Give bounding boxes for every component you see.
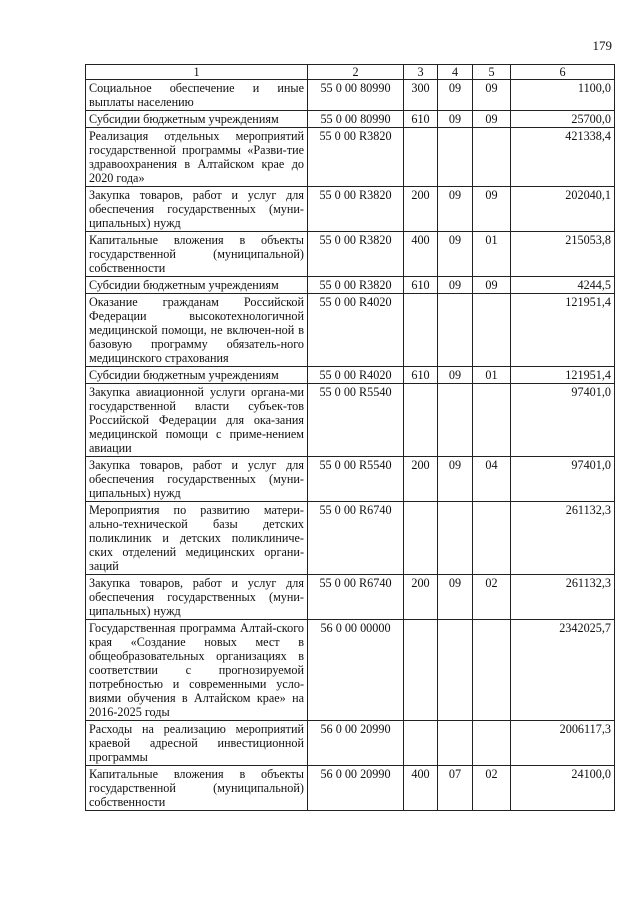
row-expense-type-cell bbox=[404, 502, 438, 575]
table-row bbox=[86, 80, 615, 111]
table-row bbox=[86, 721, 615, 766]
row-amount-cell: 261132,3 bbox=[511, 575, 615, 620]
row-subsection-cell: 01 bbox=[473, 232, 511, 277]
row-section-cell: 09 bbox=[438, 187, 473, 232]
row-expense-type-cell: 610 bbox=[404, 277, 438, 294]
row-amount-cell: 202040,1 bbox=[511, 187, 615, 232]
row-name-cell: Капитальные вложения в объекты государственной (муниципальной) собственности bbox=[86, 232, 308, 277]
table-row bbox=[86, 457, 615, 502]
row-section-cell bbox=[438, 502, 473, 575]
row-expense-type-cell bbox=[404, 721, 438, 766]
row-amount-cell: 25700,0 bbox=[511, 111, 615, 128]
table-row bbox=[86, 277, 615, 294]
row-section-cell: 09 bbox=[438, 575, 473, 620]
row-name-cell: Оказание гражданам Российской Федерации высокотехнологичной медицинской помощи, не включен-ной в базовую программу обязатель-ного медицинского страхования bbox=[86, 294, 308, 367]
row-expense-type-cell: 400 bbox=[404, 766, 438, 811]
row-code-cell: 55 0 00 R4020 bbox=[308, 367, 404, 384]
row-subsection-cell bbox=[473, 128, 511, 187]
row-amount-cell: 215053,8 bbox=[511, 232, 615, 277]
row-amount-cell: 2006117,3 bbox=[511, 721, 615, 766]
table-row bbox=[86, 384, 615, 457]
row-amount-cell: 421338,4 bbox=[511, 128, 615, 187]
row-amount-cell: 121951,4 bbox=[511, 367, 615, 384]
row-expense-type-cell: 610 bbox=[404, 367, 438, 384]
row-expense-type-cell: 200 bbox=[404, 187, 438, 232]
row-subsection-cell bbox=[473, 384, 511, 457]
row-code-cell: 55 0 00 R3820 bbox=[308, 187, 404, 232]
row-amount-cell: 261132,3 bbox=[511, 502, 615, 575]
table-row bbox=[86, 232, 615, 277]
row-code-cell: 55 0 00 R6740 bbox=[308, 502, 404, 575]
row-name-cell: Реализация отдельных мероприятий государственной программы «Разви-тие здравоохранения в Алтайском крае до 2020 года» bbox=[86, 128, 308, 187]
row-name-cell: Мероприятия по развитию матери-ально-технической базы детских поликлиник и детских поликлиниче-ских отделений медицинских органи-заций bbox=[86, 502, 308, 575]
page-number: 179 bbox=[592, 38, 612, 53]
row-amount-cell: 97401,0 bbox=[511, 457, 615, 502]
row-name-cell: Субсидии бюджетным учреждениям bbox=[86, 111, 308, 128]
row-section-cell: 09 bbox=[438, 367, 473, 384]
row-expense-type-cell: 610 bbox=[404, 111, 438, 128]
row-code-cell: 55 0 00 80990 bbox=[308, 111, 404, 128]
row-section-cell: 09 bbox=[438, 111, 473, 128]
row-code-cell: 55 0 00 R5540 bbox=[308, 384, 404, 457]
row-code-cell: 56 0 00 00000 bbox=[308, 620, 404, 721]
row-section-cell bbox=[438, 294, 473, 367]
row-section-cell: 09 bbox=[438, 457, 473, 502]
table-row bbox=[86, 294, 615, 367]
row-subsection-cell: 09 bbox=[473, 80, 511, 111]
row-expense-type-cell bbox=[404, 128, 438, 187]
row-subsection-cell: 09 bbox=[473, 111, 511, 128]
table-row bbox=[86, 575, 615, 620]
column-header: 5 bbox=[473, 65, 511, 80]
row-subsection-cell: 01 bbox=[473, 367, 511, 384]
row-code-cell: 55 0 00 R5540 bbox=[308, 457, 404, 502]
row-expense-type-cell bbox=[404, 384, 438, 457]
row-code-cell: 55 0 00 R3820 bbox=[308, 128, 404, 187]
row-code-cell: 55 0 00 R6740 bbox=[308, 575, 404, 620]
budget-table bbox=[85, 64, 615, 811]
row-subsection-cell: 09 bbox=[473, 187, 511, 232]
row-code-cell: 56 0 00 20990 bbox=[308, 766, 404, 811]
row-section-cell bbox=[438, 128, 473, 187]
row-code-cell: 55 0 00 R3820 bbox=[308, 232, 404, 277]
row-section-cell: 07 bbox=[438, 766, 473, 811]
row-name-cell: Субсидии бюджетным учреждениям bbox=[86, 277, 308, 294]
row-subsection-cell bbox=[473, 721, 511, 766]
row-name-cell: Социальное обеспечение и иные выплаты населению bbox=[86, 80, 308, 111]
row-expense-type-cell: 200 bbox=[404, 575, 438, 620]
row-name-cell: Государственная программа Алтай-ского края «Создание новых мест в общеобразовательных организациях в соответствии с прогнозируемой потребностью и современными усло-виями обучения в Алтайском крае» на 2016-2025 годы bbox=[86, 620, 308, 721]
table-row bbox=[86, 367, 615, 384]
table-row bbox=[86, 502, 615, 575]
row-subsection-cell: 02 bbox=[473, 575, 511, 620]
row-amount-cell: 24100,0 bbox=[511, 766, 615, 811]
row-name-cell: Капитальные вложения в объекты государственной (муниципальной) собственности bbox=[86, 766, 308, 811]
row-subsection-cell bbox=[473, 620, 511, 721]
table-header-row bbox=[86, 65, 615, 80]
row-subsection-cell: 02 bbox=[473, 766, 511, 811]
row-name-cell: Закупка товаров, работ и услуг для обеспечения государственных (муни-ципальных) нужд bbox=[86, 575, 308, 620]
row-name-cell: Субсидии бюджетным учреждениям bbox=[86, 367, 308, 384]
row-section-cell bbox=[438, 620, 473, 721]
table-row bbox=[86, 111, 615, 128]
row-expense-type-cell bbox=[404, 620, 438, 721]
row-subsection-cell bbox=[473, 502, 511, 575]
row-expense-type-cell: 300 bbox=[404, 80, 438, 111]
column-header: 2 bbox=[308, 65, 404, 80]
column-header: 3 bbox=[404, 65, 438, 80]
column-header: 1 bbox=[86, 65, 308, 80]
row-expense-type-cell: 400 bbox=[404, 232, 438, 277]
column-header: 4 bbox=[438, 65, 473, 80]
row-name-cell: Закупка товаров, работ и услуг для обеспечения государственных (муни-ципальных) нужд bbox=[86, 187, 308, 232]
row-section-cell bbox=[438, 384, 473, 457]
table-row bbox=[86, 620, 615, 721]
table-row bbox=[86, 128, 615, 187]
row-amount-cell: 2342025,7 bbox=[511, 620, 615, 721]
row-subsection-cell bbox=[473, 294, 511, 367]
row-code-cell: 55 0 00 R4020 bbox=[308, 294, 404, 367]
row-section-cell: 09 bbox=[438, 232, 473, 277]
row-name-cell: Расходы на реализацию мероприятий краевой адресной инвестиционной программы bbox=[86, 721, 308, 766]
row-code-cell: 55 0 00 R3820 bbox=[308, 277, 404, 294]
table-body bbox=[86, 80, 615, 811]
table-row bbox=[86, 187, 615, 232]
row-amount-cell: 121951,4 bbox=[511, 294, 615, 367]
row-name-cell: Закупка товаров, работ и услуг для обеспечения государственных (муни-ципальных) нужд bbox=[86, 457, 308, 502]
row-code-cell: 55 0 00 80990 bbox=[308, 80, 404, 111]
row-expense-type-cell bbox=[404, 294, 438, 367]
column-header: 6 bbox=[511, 65, 615, 80]
row-name-cell: Закупка авиационной услуги органа-ми государственной власти субъек-тов Российской Федерации для ока-зания медицинской помощи с приме-нением авиации bbox=[86, 384, 308, 457]
table-row bbox=[86, 766, 615, 811]
row-section-cell bbox=[438, 721, 473, 766]
row-subsection-cell: 09 bbox=[473, 277, 511, 294]
row-subsection-cell: 04 bbox=[473, 457, 511, 502]
row-section-cell: 09 bbox=[438, 277, 473, 294]
row-amount-cell: 4244,5 bbox=[511, 277, 615, 294]
row-amount-cell: 97401,0 bbox=[511, 384, 615, 457]
row-code-cell: 56 0 00 20990 bbox=[308, 721, 404, 766]
row-expense-type-cell: 200 bbox=[404, 457, 438, 502]
row-section-cell: 09 bbox=[438, 80, 473, 111]
row-amount-cell: 1100,0 bbox=[511, 80, 615, 111]
